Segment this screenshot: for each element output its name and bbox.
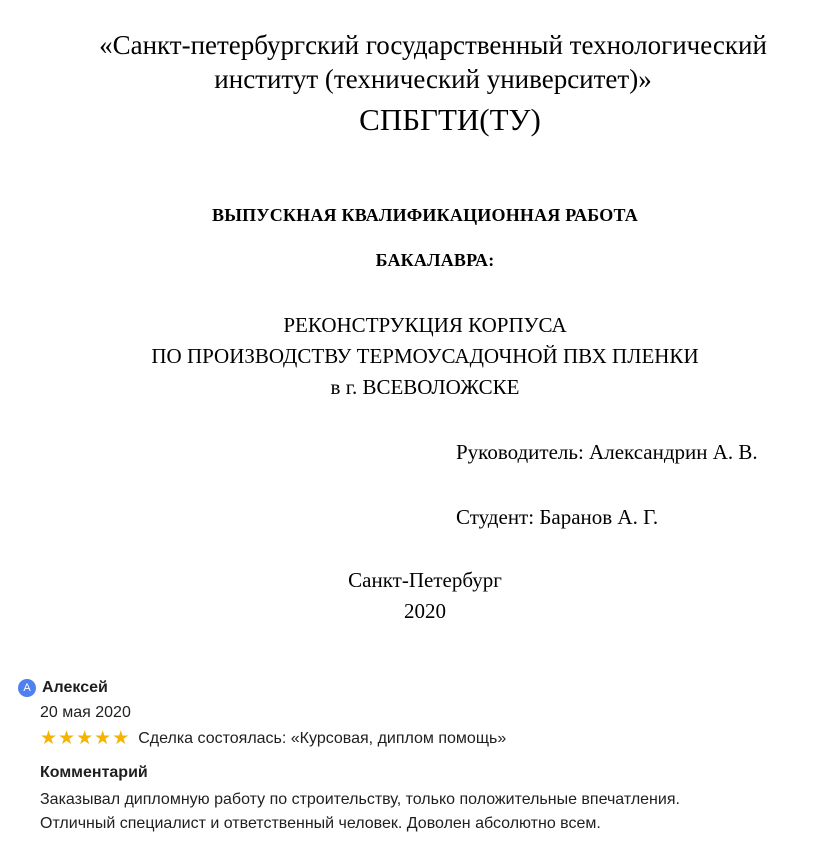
institution-line-2: институт (технический университет)» (214, 64, 652, 94)
student-line: Студент: Баранов А. Г. (456, 505, 659, 529)
comment-text (40, 788, 830, 836)
comment-title: Комментарий (40, 764, 148, 781)
institution-line-1: «Санкт-петербургский государственный технологический (99, 30, 767, 60)
institution-abbreviation: СПБГТИ(ТУ) (359, 102, 541, 137)
year: 2020 (404, 599, 446, 623)
work-type-line-2: БАКАЛАВРА: (375, 250, 495, 270)
deal-status: Сделка состоялась: «Курсовая, диплом помощь» (138, 730, 507, 747)
thesis-topic (0, 310, 836, 403)
city: Санкт-Петербург (348, 568, 502, 592)
institution-name (30, 28, 836, 96)
work-type-line-1: ВЫПУСКНАЯ КВАЛИФИКАЦИОННАЯ РАБОТА (212, 205, 638, 225)
star-icon: ★ (112, 728, 130, 749)
star-icon: ★ (94, 728, 112, 749)
review-date: 20 мая 2020 (40, 704, 131, 721)
star-icon: ★ (76, 728, 94, 749)
city-year (0, 565, 836, 627)
comment-line-2: Отличный специалист и ответственный человек. Доволен абсолютно всем. (40, 815, 601, 832)
author-name[interactable]: Алексей (42, 679, 108, 696)
rating-row (40, 728, 506, 750)
avatar[interactable]: А (18, 679, 36, 697)
comment-line-1: Заказывал дипломную работу по строительству, только положительные впечатления. (40, 791, 680, 808)
star-icon: ★ (58, 728, 76, 749)
topic-line-2: ПО ПРОИЗВОДСТВУ ТЕРМОУСАДОЧНОЙ ПВХ ПЛЕНКИ (151, 344, 699, 368)
star-rating (40, 729, 130, 749)
topic-line-3: в г. ВСЕВОЛОЖСКЕ (330, 375, 520, 399)
star-icon: ★ (40, 728, 58, 749)
topic-line-1: РЕКОНСТРУКЦИЯ КОРПУСА (283, 313, 567, 337)
supervisor-line: Руководитель: Александрин А. В. (456, 440, 758, 464)
review-author[interactable] (18, 676, 108, 700)
